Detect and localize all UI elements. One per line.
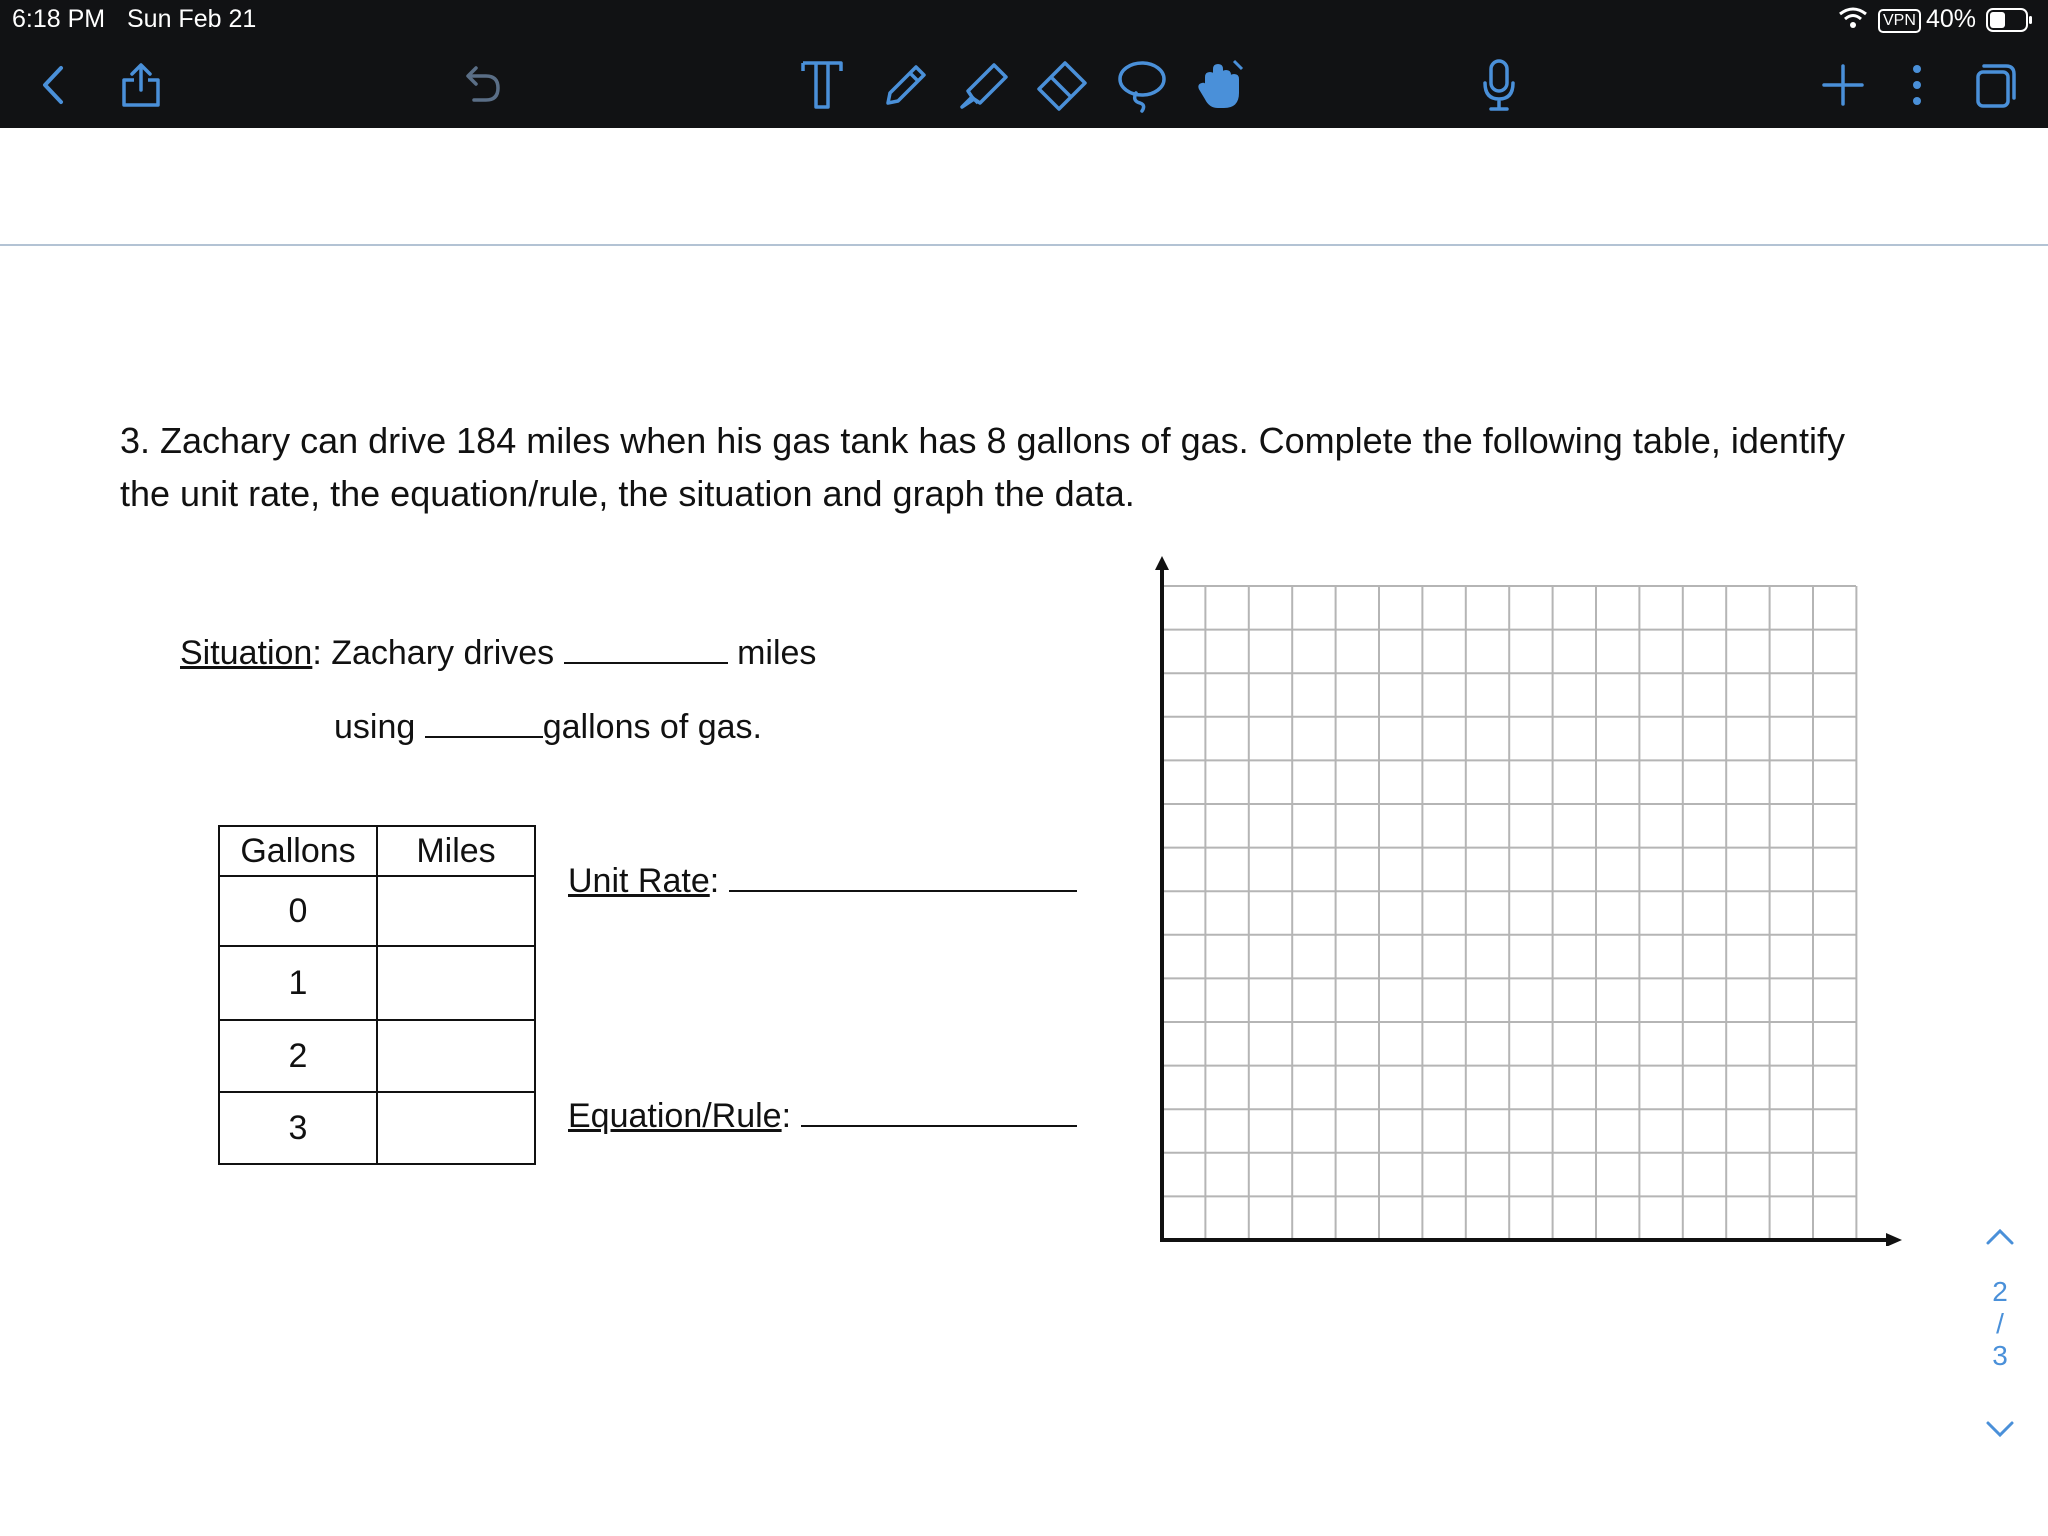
- table-row: [219, 1020, 535, 1092]
- wifi-icon: [1838, 6, 1868, 35]
- y-axis-arrow: [1155, 556, 1169, 570]
- back-button[interactable]: [18, 50, 88, 120]
- x-axis-arrow: [1886, 1233, 1902, 1246]
- chevron-down-icon: [1985, 1419, 2015, 1439]
- gallons-cell: 3: [219, 1092, 377, 1164]
- current-page: 2: [1992, 1276, 2008, 1307]
- eraser-tool-icon: [1031, 57, 1091, 113]
- battery-icon: [1986, 8, 2034, 37]
- equation-colon: :: [781, 1097, 792, 1135]
- situation-text-1: : Zachary drives: [312, 634, 555, 672]
- pointer-hand-icon: [1192, 57, 1248, 113]
- miles-cell[interactable]: [377, 946, 535, 1020]
- status-bar: [0, 0, 2048, 40]
- unit-rate-label: Unit Rate: [568, 862, 710, 900]
- table-header-row: [219, 826, 535, 876]
- pointer-hand-button[interactable]: [1185, 50, 1255, 120]
- more-icon: [1907, 60, 1927, 110]
- total-pages: 3: [1992, 1340, 2008, 1371]
- chevron-up-icon: [1985, 1227, 2015, 1247]
- microphone-icon: [1479, 57, 1519, 113]
- gallons-cell: 1: [219, 946, 377, 1020]
- situation-text-3: using: [334, 708, 416, 746]
- toolbar: [0, 40, 2048, 128]
- situation-line-2: [334, 706, 762, 747]
- situation-text-2: miles: [737, 634, 817, 672]
- header-gallons: Gallons: [219, 826, 377, 876]
- gallons-blank[interactable]: [425, 706, 543, 738]
- undo-button[interactable]: [446, 50, 516, 120]
- question-line-1: 3. Zachary can drive 184 miles when his gas tank has 8 gallons of gas. Complete the following table, identify: [120, 420, 1845, 461]
- page-down-button[interactable]: [1976, 1414, 2024, 1446]
- situation-label: Situation: [180, 634, 313, 672]
- page-separator-slash: /: [1996, 1308, 2004, 1339]
- table-row: [219, 946, 535, 1020]
- status-date: Sun Feb 21: [127, 5, 257, 33]
- share-button[interactable]: [106, 50, 176, 120]
- page-up-button[interactable]: [1976, 1222, 2024, 1258]
- undo-icon: [456, 60, 506, 110]
- gallons-cell: 2: [219, 1020, 377, 1092]
- situation-line-1: [180, 632, 816, 673]
- equation-label: Equation/Rule: [568, 1097, 782, 1135]
- page-separator: [0, 244, 2048, 246]
- miles-blank[interactable]: [564, 632, 728, 664]
- pen-tool-button[interactable]: [871, 50, 941, 120]
- add-button[interactable]: [1808, 50, 1878, 120]
- miles-cell[interactable]: [377, 876, 535, 946]
- lasso-tool-button[interactable]: [1107, 50, 1177, 120]
- equation-blank[interactable]: [801, 1095, 1077, 1127]
- table-row: [219, 876, 535, 946]
- text-tool-button[interactable]: [787, 50, 857, 120]
- text-tool-icon: [797, 57, 847, 113]
- unit-rate-blank[interactable]: [729, 860, 1077, 892]
- header-miles: Miles: [377, 826, 535, 876]
- gallons-miles-table: [218, 825, 536, 1165]
- share-icon: [116, 60, 166, 110]
- unit-rate-line: [568, 860, 1077, 901]
- vpn-badge: VPN: [1878, 9, 1921, 33]
- pages-icon: [1970, 60, 2020, 110]
- pen-tool-icon: [878, 57, 934, 113]
- question-text: [120, 414, 1940, 520]
- status-time: 6:18 PM: [12, 5, 106, 33]
- unit-rate-colon: :: [709, 862, 720, 900]
- miles-cell[interactable]: [377, 1020, 535, 1092]
- add-icon: [1818, 60, 1868, 110]
- lasso-tool-icon: [1114, 57, 1170, 113]
- situation-text-4: gallons of gas.: [542, 708, 762, 746]
- battery-percent: 40%: [1926, 5, 1977, 33]
- back-icon: [33, 60, 73, 110]
- question-line-2: the unit rate, the equation/rule, the situation and graph the data.: [120, 473, 1135, 514]
- pages-button[interactable]: [1960, 50, 2030, 120]
- table-row: [219, 1092, 535, 1164]
- grid-lines: [1162, 586, 1856, 1240]
- more-button[interactable]: [1882, 50, 1952, 120]
- graph-grid[interactable]: [1150, 556, 1910, 1246]
- page-navigator: [1976, 1222, 2024, 1462]
- highlighter-tool-icon: [954, 57, 1014, 113]
- microphone-button[interactable]: [1464, 50, 1534, 120]
- gallons-cell: 0: [219, 876, 377, 946]
- highlighter-tool-button[interactable]: [949, 50, 1019, 120]
- miles-cell[interactable]: [377, 1092, 535, 1164]
- equation-line: [568, 1095, 1077, 1136]
- eraser-tool-button[interactable]: [1026, 50, 1096, 120]
